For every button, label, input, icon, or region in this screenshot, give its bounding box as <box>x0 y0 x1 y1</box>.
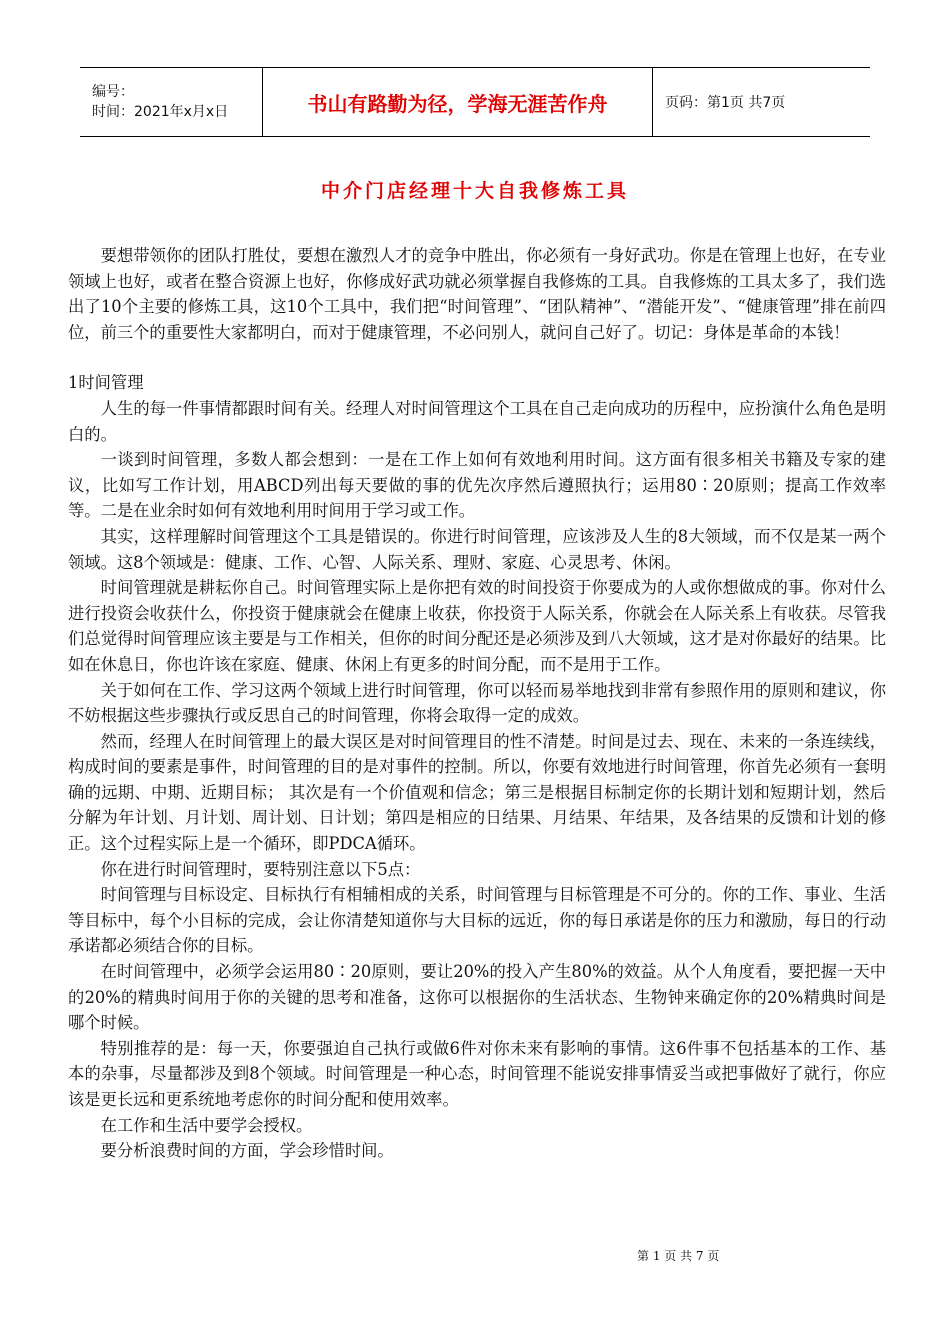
document-number-label: 编号： <box>92 84 134 100</box>
document-time-label: 时间：2021年x月x日 <box>92 104 229 120</box>
document-title: 中介门店经理十大自我修炼工具 <box>320 180 629 202</box>
body-paragraph: 然而，经理人在时间管理上的最大误区是对时间管理目的性不清楚。时间是过去、现在、未来的一条连续线，构成时间的要素是事件，时间管理的目的是对事件的控制。所以，你要有效地进行时间管理，你首先必须有一套明确的远期、中期、近期目标； 其次是有一个价值观和信念；第三是根据目标制定你的长期计划和短期计划，然后分解为年计划、月计划、周计划、日计划；第四是相应的日结果、月结果、年结果，及各结果的反馈和计划的修正。这个过程实际上是一个循环，即PDCA循环。 <box>68 731 886 854</box>
body-paragraph: 一谈到时间管理，多数人都会想到：一是在工作上如何有效地利用时间。这方面有很多相关书籍及专家的建议，比如写工作计划，用ABCD列出每天要做的事的优先次序然后遵照执行；运用80∶20原则；提高工作效率等。二是在业余时如何有效地利用时间用于学习或工作。 <box>68 450 886 521</box>
body-paragraph: 在时间管理中，必须学会运用80∶20原则，要让20%的投入产生80%的效益。从个人角度看，要把握一天中的20%的精典时间用于你的关键的思考和准备，这你可以根据你的生活状态、生物钟来确定你的20%精典时间是哪个时候。 <box>68 962 886 1033</box>
body-paragraph: 其实，这样理解时间管理这个工具是错误的。你进行时间管理，应该涉及人生的8大领域，而不仅是某一两个领域。这8个领域是：健康、工作、心智、人际关系、理财、家庭、心灵思考、休闲。 <box>68 526 886 572</box>
document-body <box>68 243 886 1164</box>
header-motto: 书山有路勤为径，学海无涯苦作舟 <box>307 91 608 116</box>
body-paragraph: 人生的每一件事情都跟时间有关。经理人对时间管理这个工具在自己走向成功的历程中，应扮演什么角色是明白的。 <box>68 398 886 444</box>
body-paragraph: 时间管理与目标设定、目标执行有相辅相成的关系，时间管理与目标管理是不可分的。你的工作、事业、生活等目标中，每个小目标的完成，会让你清楚知道你与大目标的远近，你的每日承诺是你的压力和激励，每日的行动承诺都必须结合你的目标。 <box>68 885 886 956</box>
body-paragraph: 在工作和生活中要学会授权。 <box>100 1115 313 1135</box>
header-page-cell <box>653 68 870 136</box>
body-paragraph: 你在进行时间管理时，要特别注意以下5点： <box>100 859 421 879</box>
intro-paragraph: 要想带领你的团队打胜仗，要想在激烈人才的竞争中胜出，你必须有一身好武功。你是在管理上也好，在专业领域上也好，或者在整合资源上也好，你修成好武功就必须掌握自我修炼的工具。自我修炼的工具太多了，我们选出了10个主要的修炼工具，这10个工具中，我们把“时间管理”、“团队精神”、“潜能开发”、“健康管理”排在前四位，前三个的重要性大家都明白，而对于健康管理，不必问别人，就问自己好了。切记：身体是革命的本钱！ <box>68 246 886 342</box>
header-page-info: 页码：第1页 共7页 <box>665 95 786 111</box>
body-paragraph: 时间管理就是耕耘你自己。时间管理实际上是你把有效的时间投资于你要成为的人或你想做成的事。你对什么进行投资会收获什么，你投资于健康就会在健康上收获，你投资于人际关系，你就会在人际关系上有收获。尽管我们总觉得时间管理应该主要是与工作相关，但你的时间分配还是必须涉及到八大领域，这才是对你最好的结果。比如在休息日，你也许该在家庭、健康、休闲上有更多的时间分配，而不是用于工作。 <box>68 578 886 674</box>
section-heading: 1时间管理 <box>68 373 144 393</box>
header-info-cell <box>80 68 263 136</box>
body-paragraph: 特别推荐的是：每一天，你要强迫自己执行或做6件对你未来有影响的事情。这6件事不包括基本的工作、基本的杂事，尽量都涉及到8个领域。时间管理是一种心态，时间管理不能说安排事情妥当或把事做好了就行，你应该是更长远和更系统地考虑你的时间分配和使用效率。 <box>68 1038 886 1109</box>
header-motto-cell <box>263 68 653 136</box>
page-footer: 第 1 页 共 7 页 <box>637 1249 720 1263</box>
body-paragraph: 要分析浪费时间的方面，学会珍惜时间。 <box>100 1141 394 1161</box>
body-paragraph: 关于如何在工作、学习这两个领域上进行时间管理，你可以轻而易举地找到非常有参照作用的原则和建议，你不妨根据这些步骤执行或反思自己的时间管理，你将会取得一定的成效。 <box>68 680 886 726</box>
header-table <box>80 67 870 137</box>
